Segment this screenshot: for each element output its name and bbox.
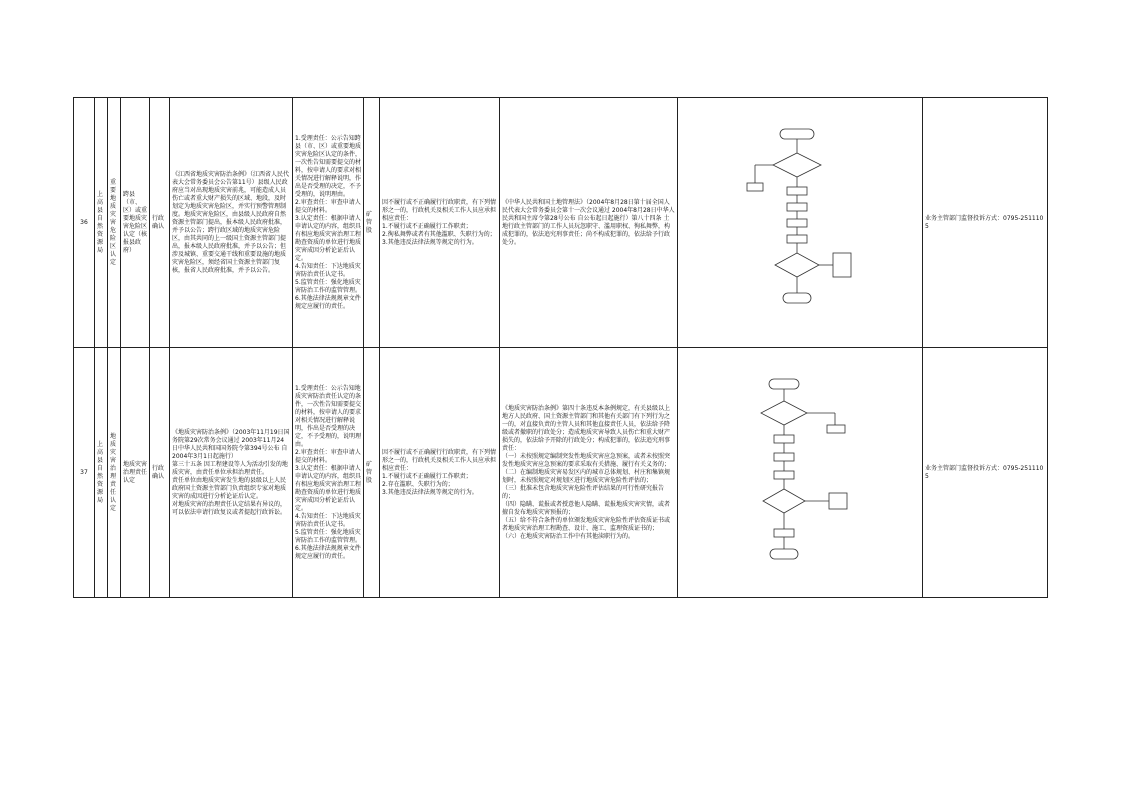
- table-row: [74, 348, 1048, 598]
- complaint-cell: 业务主管部门监督投诉方式：0795-2511105: [923, 348, 1048, 598]
- department-cell: 上高县自然资源局: [95, 348, 108, 598]
- responsibility-table: [73, 97, 1048, 598]
- responsible-unit-cell: 矿管股: [364, 98, 380, 348]
- duties-cell: 1.受理责任：公示告知地质灾害防治责任认定的条件，一次性告知需要提交的材料，按申请人的要求对相关情况进行解释说明，作出是否受理的决定，不予受理的，说明理由。 2.审查责任：审查申请人提交的材料。 3.认定责任：根据申请人申请认定的内容，组织具有相应地质灾害治理工程勘查资质的单位进行地质灾害成因分析论证后认定。 4.告知责任：下达地质灾害防治责任认定书。 5.监管责任：强化地质灾害防治工作的监管管理。 6.其他法律法规规章文件规定应履行的责任。: [293, 348, 364, 598]
- flowchart-cell: [678, 348, 923, 598]
- penalty-basis-cell: 《地质灾害防治条例》第四十条违反本条例规定，有关县级以上地方人民政府、国土资源主管部门和其他有关部门有下列行为之一的，对直接负责的主管人员和其他直接责任人员，依法给予降级或者撤职的行政处分；造成地质灾害导致人员伤亡和重大财产损失的，依法给予开除的行政处分；构成犯罪的，依法追究刑事责任： （一）未按照规定编制突发性地质灾害应急预案，或者未按照突发性地质灾害应急预案的要求采取有关措施、履行有关义务的； （二）在编制地质灾害易发区内的城市总体规划、村庄和集镇规划时，未按照规定对规划区进行地质灾害危险性评估的； （三）批准未包含地质灾害危险性评估结果的可行性研究报告的； （四）隐瞒、谎报或者授意他人隐瞒、谎报地质灾害灾情，或者擅自发布地质灾害预报的； （五）给不符合条件的单位颁发地质灾害危险性评估资质证书或者地质灾害治理工程勘查、设计、施工、监理资质证书的； （六）在地质灾害防治工作中有其他渎职行为的。: [500, 348, 678, 598]
- item-name-cell: 地质灾害治理责任认定: [108, 348, 121, 598]
- flowchart-cell: [678, 98, 923, 348]
- table-row: [74, 98, 1048, 348]
- accountability-cell: 因不履行或不正确履行行政职责，有下列情形之一的，行政机关及相关工作人员应承担相应责任： 1.不履行或不正确履行工作职责； 2.徇私舞弊或者有其他滥职、失职行为的； 3.其他违反法律法规等规定的行为。: [380, 98, 500, 348]
- legal-basis-cell: 《地质灾害防治条例》（2003年11月19日国务院第29次常务会议通过 2003年11月24日中华人民共和国国务院令第394号公布 自2004年3月1日起施行） 第三十五条 因工程建设等人为活动引发的地质灾害，由责任单位承担治理责任。 责任单位由地质灾害发生地的县级以上人民政府国土资源主管部门负责组织专家对地质灾害的成因进行分析论证后认定。 对地质灾害的治理责任认定结果有异议的，可以依法申请行政复议或者提起行政诉讼。: [170, 348, 293, 598]
- row-number: 37: [74, 348, 95, 598]
- flowchart-diagram: [745, 123, 855, 323]
- item-type-cell: 行政确认: [150, 98, 170, 348]
- accountability-cell: 因不履行或不正确履行行政职责，有下列情形之一的，行政机关及相关工作人员应承担相应责任： 1.不履行或不正确履行工作职责； 2.存在滥职、失职行为的； 3.其他违反法律法规等规定的行为。: [380, 348, 500, 598]
- flowchart-diagram: [745, 373, 855, 573]
- row-number: 36: [74, 98, 95, 348]
- penalty-basis-cell: 《中华人民共和国土地管理法》（2004年8月28日第十届全国人民代表大会常务委员会第十一次会议通过 2004年8月28日中华人民共和国主席令第28号公布 自公布起日起施行）第八十四条 土地行政主管部门的工作人员玩忽职守、滥用职权、徇私舞弊，构成犯罪的，依法追究刑事责任；尚不构成犯罪的，依法给予行政处分。: [500, 98, 678, 348]
- item-type-cell: 行政确认: [150, 348, 170, 598]
- responsible-unit-cell: 矿管股: [364, 348, 380, 598]
- department-cell: 上高县自然资源局: [95, 98, 108, 348]
- duties-cell: 1.受理责任：公示告知跨县（市、区）或重要地质灾害危险区认定的条件，一次性告知需要提交的材料，按申请人的要求对相关情况进行解释说明，作出是否受理的决定，不予受理的，说明理由。 2.审查责任：审查申请人提交的材料。 3.认定责任：根据申请人申请认定的内容，组织具有相应地质灾害治理工程勘查资质的单位进行地质灾害成因分析论证后认定。 4.告知责任：下达地质灾害防治责任认定书。 5.监管责任：强化地质灾害防治工作的监管管理。 6.其他法律法规规章文件规定应履行的责任。: [293, 98, 364, 348]
- item-scope-cell: 跨县（市、区）或重要地质灾害危险区认定（核报县政府）: [121, 98, 150, 348]
- complaint-cell: 业务主管部门监督投诉方式：0795-2511105: [923, 98, 1048, 348]
- legal-basis-cell: 《江西省地质灾害防治条例》（江西省人民代表大会常务委员会公告第11号）县级人民政府应当对出现地质灾害前兆，可能造成人员伤亡或者重大财产损失的区域、地段，及时划定为地质灾害危险区，并实行预警管理制度。地质灾害危险区，由县级人民政府自然资源主管部门提出，报本级人民政府批准，并予以公告；跨行政区域的地质灾害危险区，由其共同的上一级国土资源主管部门提出，报本级人民政府批准，并予以公告；但涉及城镇、重要交通干线和重要设施的地质灾害危险区，须经省国土资源主管部门复核，报省人民政府批准，并予以公告。: [170, 98, 293, 348]
- item-name-cell: 重要地质灾害危险区认定: [108, 98, 121, 348]
- item-scope-cell: 地质灾害治理责任认定: [121, 348, 150, 598]
